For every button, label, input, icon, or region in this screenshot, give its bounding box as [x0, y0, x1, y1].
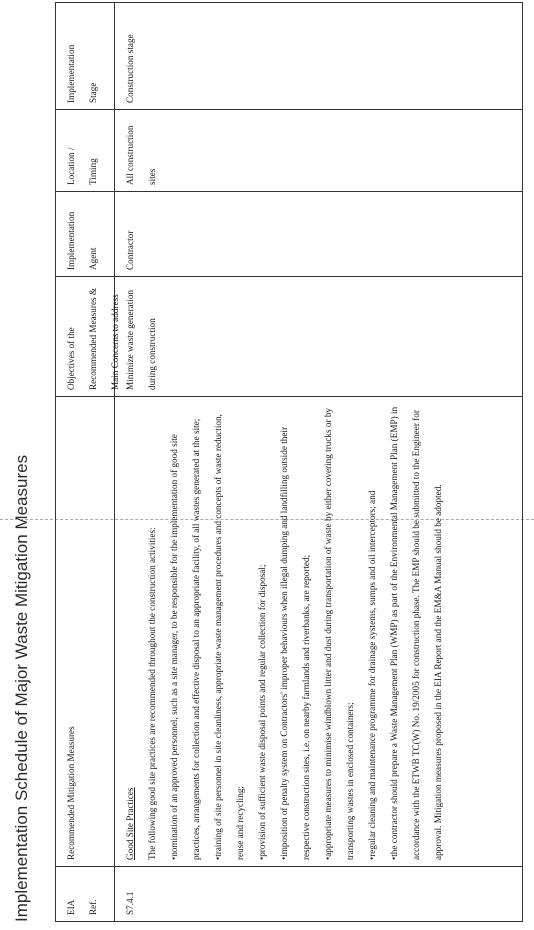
intro-text: The following good site practices are recommended throughout the construction activities: — [147, 527, 157, 860]
cell-measures — [115, 396, 522, 866]
header-line: Recommended Measures & — [88, 287, 98, 390]
cell-agent — [115, 191, 522, 276]
header-line: Objectives of the — [66, 327, 76, 390]
objectives-text: Minimize waste generation during construction — [125, 289, 157, 390]
bullet-item: • the contractor should prepare a Waste Management Plan (WMP) as part of the Environmental Management Plan (EMP) in accordance with the ETWB TC(W) No. 19/2005 for construction phase. The EMP should be submitted to the Engineer for approval. Mitigation measures proposed in the EIA Report and the EM&A Manual should be adopted. — [383, 403, 449, 860]
header-line: Implementation — [66, 44, 76, 103]
header-line: Implementation — [66, 211, 76, 270]
header-line: Location / — [66, 147, 76, 185]
header-line: Recommended Mitigation Measures — [66, 726, 76, 860]
stage-text: Construction stage — [125, 34, 135, 103]
mitigation-table — [55, 2, 523, 922]
bullet-item: • appropriate measures to minimise windblown litter and dust during transportation of waste by either covering trucks or by transporting wastes in enclosed containers; — [317, 403, 361, 860]
cell-stage — [115, 3, 522, 109]
bullet-item: • training of site personnel in site cleanliness, appropriate waste management procedures and concepts of waste reduction, reuse and recycling; — [207, 403, 251, 860]
bullet-item: • regular cleaning and maintenance programme for drainage systems, sumps and oil interceptors; and — [361, 403, 383, 860]
agent-text: Contractor — [125, 230, 135, 270]
bullet-item: • nomination of an approved personnel, such as a site manager, to be responsible for the implementation of good site practices, arrangements for collection and effective disposal to an appropriate facility, of all wastes generated at the site; — [163, 403, 207, 860]
header-stage — [56, 3, 114, 109]
header-location — [56, 109, 114, 191]
header-line: Stage — [88, 82, 98, 103]
header-objectives — [56, 276, 120, 396]
header-line: EIA — [66, 899, 76, 915]
header-line: Ref. — [88, 899, 98, 915]
bullet-item: • provision of sufficient waste disposal points and regular collection for disposal; — [251, 403, 273, 860]
ref-text: S7.4.1 — [125, 891, 135, 915]
header-eia-ref — [56, 866, 114, 921]
header-measures — [56, 396, 114, 866]
table-header-row — [56, 3, 120, 921]
header-line: Timing — [88, 158, 98, 185]
header-line: Main Concerns to address — [110, 294, 120, 390]
header-line: Agent — [88, 247, 98, 270]
bullet-item: • imposition of penalty system on Contractors' improper behaviours when illegal dumping and landfilling outside their respective construction sites, i.e. on nearby farmlands and riverbanks, are reported; — [273, 403, 317, 860]
location-text: All construction sites — [125, 125, 157, 185]
cell-location — [115, 109, 522, 191]
cell-ref — [115, 866, 522, 921]
document-title: Implementation Schedule of Major Waste Mitigation Measures — [12, 454, 31, 922]
cell-objectives — [115, 276, 522, 396]
header-agent — [56, 191, 114, 276]
table-row — [115, 3, 522, 921]
section-title: Good Site Practices — [125, 787, 135, 860]
